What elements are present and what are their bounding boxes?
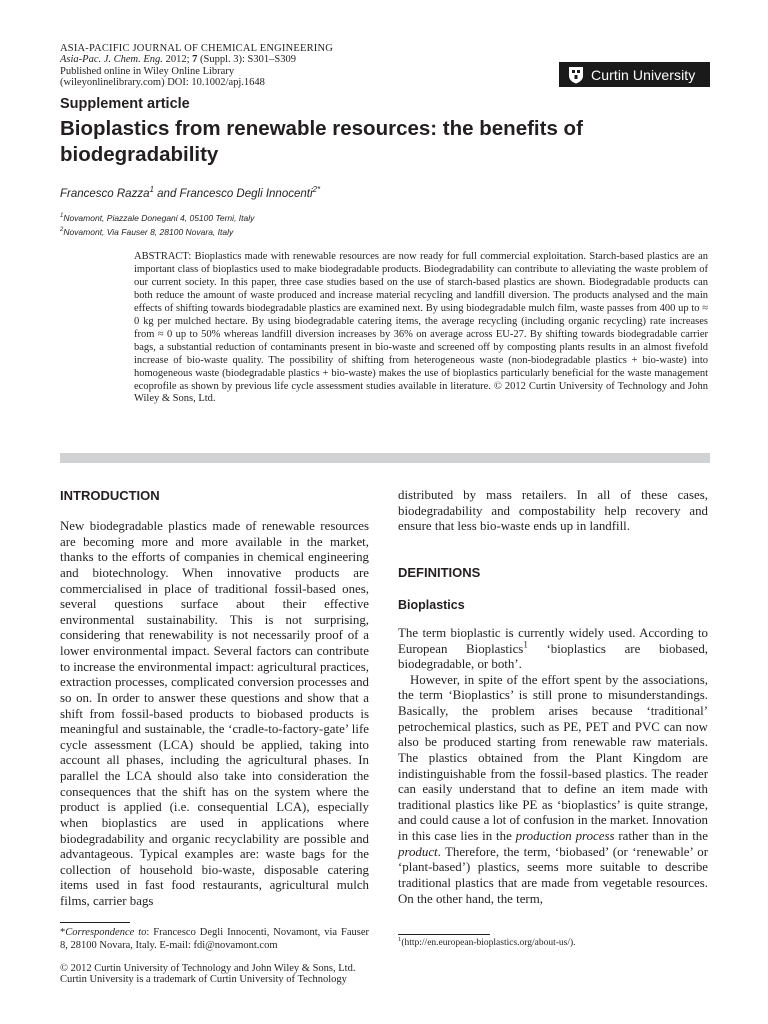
crest-icon (567, 66, 585, 84)
copyright (60, 963, 400, 986)
bioplastics-subheading: Bioplastics (398, 597, 465, 612)
article-type: Supplement article (60, 96, 190, 112)
left-column (60, 488, 369, 910)
abstract: ABSTRACT: Bioplastics made with renewable resources are now ready for full commercial exploitation. Starch-based plastics are an important class of bioplastics used to make biodegradable products. Biodegradability can contribute to alleviating the waste problem of our current society. In this paper, three case studies based on the use of starch-based plastics are shown. Biodegradable products can both reduce the amount of waste produced and increase material recycling and landfill diversion. The products analysed and the main effects of shifting towards biodegradable plastics are examined next. By using biodegradable mulch film, waste passes from 400 up to ≈ 0 kg per mulched hectare. By using biodegradable catering items, the average recycling (including organic recycling) rate increases from ≈ 0 up to 50% whereas landfill diversion increases by 36% on average across EU-27. By shifting towards biodegradable carrier bags, a substantial reduction of contaminants present in bio-waste and screened off by composting plants results in an almost fivefold increase of bio-waste quality. The possibility of shifting from heterogeneous waste (non-biodegradable plastics + bio-waste) into homogeneous waste (biodegradable plastics + bio-waste) makes the use of bioplastics particularly beneficial for the waste management ecoprofile as shown by previous life cycle assessment studies available in literature. © 2012 Curtin University of Technology and John Wiley & Sons, Ltd. (134, 251, 708, 405)
journal-doi: (wileyonlinelibrary.com) DOI: 10.1002/apj.1648 (60, 77, 265, 89)
footnote-rule-left (60, 922, 130, 923)
journal-pages: (Suppl. 3): S301–S309 (197, 54, 296, 66)
section-divider (60, 453, 710, 463)
author-2-sup: 2* (312, 185, 321, 195)
article-title: Bioplastics from renewable resources: the benefits of biodegradability (60, 117, 583, 166)
affiliation-2: $^2$Novamont, Via Fauser 8, 28100 Novara, Italy (60, 227, 234, 237)
journal-abbrev: Asia-Pac. J. Chem. Eng. (60, 54, 163, 66)
definitions-paragraph-1: The term bioplastic is currently widely used. According to European Bioplastics$^1$ ‘bioplastics are biobased, biodegradable, or both’. (398, 625, 708, 672)
journal-year: 2012; (162, 54, 193, 66)
intro-heading: INTRODUCTION (60, 488, 160, 503)
copyright-line-2: Curtin University is a trademark of Curtin University of Technology (60, 974, 347, 986)
definitions-heading: DEFINITIONS (398, 564, 481, 580)
definitions-paragraph-2: However, in spite of the effort spent by the associations, the term ‘Bioplastics’ is still prone to misunderstandings. Basically, the problem arises because ‘traditional’ petrochemical plastics, such as PE, PET and PVC can now also be produced starting from renewable raw materials. The plastics obtained from the Plant Kingdom are indistinguishable from the fossil-based plastics. The reader can easily understand that to define an item made with traditional plastics like PE as ‘bioplastics’ is quite strange, and could cause a lot of confusion in the market. Innovation in this case lies in the production process rather than in the product. Therefore, the term, ‘biobased’ (or ‘renewable’ or ‘plant-based’) plastics, seems more suitable to describe traditional plastics that are made from vegetable resources. On the other hand, the term, (398, 672, 708, 906)
journal-name: ASIA-PACIFIC JOURNAL OF CHEMICAL ENGINEERING (60, 43, 334, 54)
journal-volume: 7 (192, 54, 198, 66)
logo-text: Curtin University (591, 66, 696, 83)
correspondence: *Correspondence to: Francesco Degli Innocenti, Novamont, via Fauser 8, 28100 Novara, Italy. E-mail: fdi@novamont.com (60, 927, 369, 951)
author-line (60, 185, 321, 200)
copyright-line-1: © 2012 Curtin University of Technology and John Wiley & Sons, Ltd. (60, 963, 356, 974)
journal-citation (60, 54, 480, 65)
footnote: $^1$(http://en.european-bioplastics.org/about-us/). (398, 935, 576, 948)
curtin-logo (559, 62, 710, 87)
journal-header (60, 43, 480, 89)
author-1-sup: 1 (149, 185, 154, 195)
intro-continuation: distributed by mass retailers. In all of these cases, biodegradability and compostability help recovery and ensure that less bio-waste ends up in landfill. (398, 488, 708, 534)
affiliation-1: $^1$Novamont, Piazzale Donegani 4, 05100 Terni, Italy (60, 213, 255, 223)
author-1: Francesco Razza (60, 188, 150, 200)
right-column (398, 488, 708, 907)
intro-paragraph: New biodegradable plastics made of renewable resources are becoming more and more available in the market, thanks to the efforts of companies in chemical engineering and biotechnology. When innovative products are commercialised in place of traditional fossil-based ones, several questions surface about their effective environmental sustainability. This is not surprising, considering that renewability is not necessarily proof of a lower environmental impact. Several factors can contribute to increase the environmental impact: agricultural practices, extraction processes, complicated conversion processes and so on. In order to answer these questions and show that a shift from fossil-based products to biobased products is meaningful and sustainable, the ‘cradle-to-factory-gate’ life cycle assessment (LCA) should be applied, taking into account all phases, including the agricultural phases. In parallel the LCA should also take into consideration the consequences that the shift has on the system where the product is applied (i.e. consequential LCA), especially when bioplastics are used in applications where biodegradability and organic recyclability are possible and advantageous. Typical examples are: waste bags for the collection of household bio-waste, disposable catering items used in fast food restaurants, agricultural mulch films, carrier bags (60, 519, 369, 908)
author-2: Francesco Degli Innocenti (179, 188, 313, 200)
author-joiner: and (153, 188, 180, 200)
footnote-rule-right (398, 934, 490, 935)
journal-published: Published online in Wiley Online Library (60, 65, 235, 77)
